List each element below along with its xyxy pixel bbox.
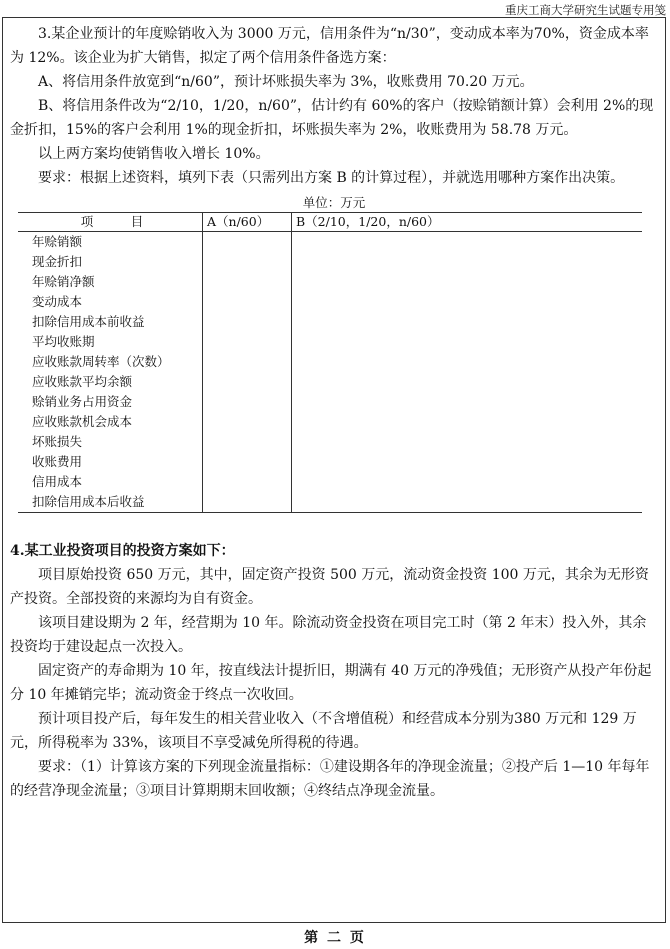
row-label: 年赊销额 <box>32 234 83 249</box>
header-item: 项 目 <box>18 213 203 232</box>
q3-growth: 以上两方案均使销售收入增长 10%。 <box>38 146 270 162</box>
q4-paragraph-3: 固定资产的寿命期为 10 年，按直线法计提折旧，期满有 40 万元的净残值；无形资产从投产年份起分 10 年摊销完毕；流动资金于终点一次收回。 <box>10 663 652 703</box>
unit-label: 单位：万元 <box>302 195 366 210</box>
cell-a <box>203 432 292 452</box>
cell-b <box>292 392 643 412</box>
cell-a <box>203 372 292 392</box>
q4-title: 4.某工业投资项目的投资方案如下： <box>10 543 235 559</box>
table-row <box>18 452 642 472</box>
q3-option-a: A、将信用条件放宽到“n/60”，预计坏账损失率为 3%，收账费用 70.20 万元。 <box>38 74 534 90</box>
header-plan-a: A（n/60） <box>203 213 292 232</box>
cell-a <box>203 392 292 412</box>
cell-b <box>292 372 643 392</box>
q3-intro: 3.某企业预计的年度赊销收入为 3000 万元，信用条件为“n/30”，变动成本率为70%，资金成本率为 12%。该企业为扩大销售，拟定了两个信用条件备选方案： <box>10 26 649 66</box>
row-label: 应收账款机会成本 <box>32 414 133 429</box>
table-row <box>18 332 642 352</box>
cell-b <box>292 312 643 332</box>
q4-paragraph-4: 预计项目投产后，每年发生的相关营业收入（不含增值税）和经营成本分别为380 万元和 129 万元，所得税率为 33%，该项目不享受减免所得税的待遇。 <box>10 711 637 751</box>
table-row <box>18 312 642 332</box>
credit-table <box>18 212 642 513</box>
row-label: 扣除信用成本前收益 <box>32 314 145 329</box>
cell-a <box>203 472 292 492</box>
cell-a <box>203 272 292 292</box>
cell-b <box>292 492 643 513</box>
table-row <box>18 272 642 292</box>
row-label: 应收账款平均余额 <box>32 374 133 389</box>
cell-a <box>203 352 292 372</box>
cell-b <box>292 232 643 253</box>
page-number: 第 二 页 <box>304 930 366 946</box>
cell-a <box>203 312 292 332</box>
cell-b <box>292 432 643 452</box>
cell-a <box>203 452 292 472</box>
header-plan-b: B（2/10，1/20，n/60） <box>292 213 643 232</box>
content <box>10 22 658 803</box>
cell-b <box>292 252 643 272</box>
cell-a <box>203 492 292 513</box>
row-label: 坏账损失 <box>32 434 83 449</box>
row-label: 信用成本 <box>32 474 83 489</box>
table-row <box>18 492 642 513</box>
section-gap <box>10 513 658 539</box>
cell-a <box>203 332 292 352</box>
cell-a <box>203 252 292 272</box>
cell-a <box>203 292 292 312</box>
cell-a <box>203 232 292 253</box>
q4-paragraph-1: 项目原始投资 650 万元，其中，固定资产投资 500 万元，流动资金投资 100 万元，其余为无形资产投资。全部投资的来源均为自有资金。 <box>10 567 649 607</box>
table-row <box>18 472 642 492</box>
cell-b <box>292 472 643 492</box>
table-row <box>18 432 642 452</box>
q3-option-b: B、将信用条件改为“2/10，1/20，n/60”，估计约有 60%的客户（按赊销额计算）会利用 2%的现金折扣，15%的客户会利用 1%的现金折扣，坏账损失率为 2%，收账费用为 58.78 万元。 <box>10 98 654 138</box>
q3-requirement: 要求：根据上述资料，填列下表（只需列出方案 B 的计算过程），并就选用哪种方案作出决策。 <box>38 170 625 186</box>
table-row <box>18 232 642 253</box>
table-row <box>18 352 642 372</box>
row-label: 平均收账期 <box>32 334 95 349</box>
row-label: 现金折扣 <box>32 254 83 269</box>
table-row <box>18 392 642 412</box>
cell-b <box>292 332 643 352</box>
row-label: 收账费用 <box>32 454 83 469</box>
cell-b <box>292 412 643 432</box>
table-row <box>18 252 642 272</box>
header-label: 重庆工商大学研究生试题专用笺 <box>505 3 666 17</box>
cell-b <box>292 352 643 372</box>
row-label: 变动成本 <box>32 294 83 309</box>
q4-requirement: 要求：（1）计算该方案的下列现金流量指标：①建设期各年的净现金流量；②投产后 1—10 年每年的经营净现金流量；③项目计算期期末回收额；④终结点净现金流量。 <box>10 759 650 799</box>
table-row <box>18 412 642 432</box>
cell-b <box>292 272 643 292</box>
row-label: 应收账款周转率（次数） <box>32 354 170 369</box>
q4-paragraph-2: 该项目建设期为 2 年，经营期为 10 年。除流动资金投资在项目完工时（第 2 年末）投入外，其余投资均于建设起点一次投入。 <box>10 615 647 655</box>
table-row <box>18 292 642 312</box>
row-label: 扣除信用成本后收益 <box>18 492 203 513</box>
row-label: 年赊销净额 <box>32 274 95 289</box>
table-row <box>18 372 642 392</box>
row-label: 赊销业务占用资金 <box>32 394 133 409</box>
cell-a <box>203 412 292 432</box>
cell-b <box>292 292 643 312</box>
cell-b <box>292 452 643 472</box>
